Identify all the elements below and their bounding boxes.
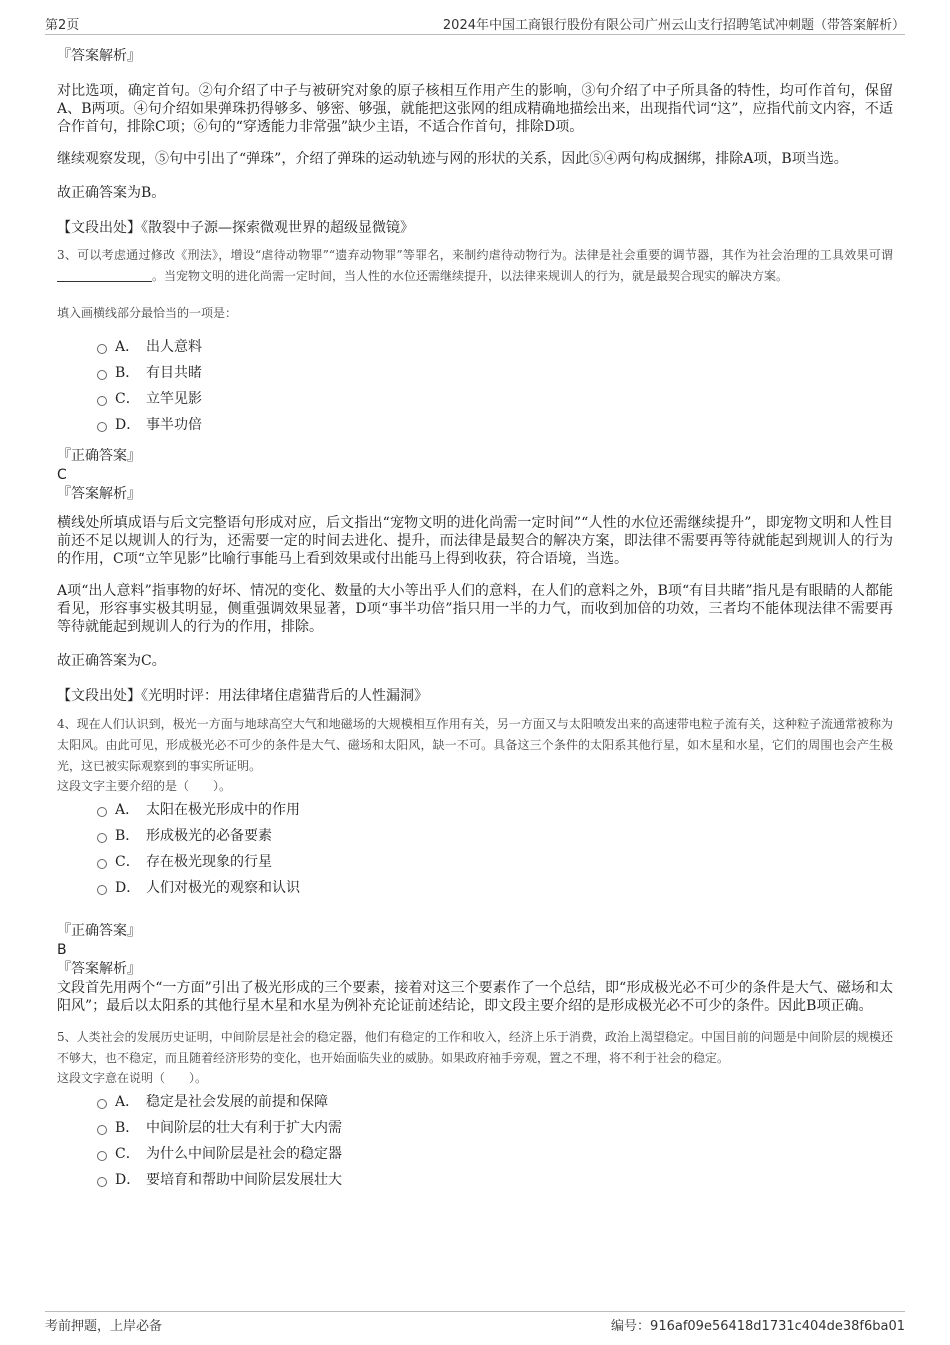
- question-stem: 4、现在人们认识到，极光一方面与地球高空大气和地磁场的大规模相互作用有关，另一方面又与太阳喷发出来的高速带电粒子流有关，这种粒子流通常被称为太阳风。由此可见，形成极光必不可少的条件是大气、磁场和太阳风，缺一不可。具备这三个条件的太阳系其他行星，如木星和水星，它们的周围也会产生极光，这已被实际观察到的事实所证明。: [57, 717, 893, 773]
- analysis-conclusion: 故正确答案为B。: [57, 185, 166, 201]
- text-source: 【文段出处】《光明时评：用法律堵住虐猫背后的人性漏洞》: [57, 688, 428, 704]
- radio-icon[interactable]: [97, 344, 107, 354]
- radio-icon[interactable]: [97, 833, 107, 843]
- radio-icon[interactable]: [97, 885, 107, 895]
- question-stem: 3、可以考虑通过修改《刑法》，增设“虐待动物罪”“遗弃动物罪”等罪名，来制约虐待动物行为。法律是社会重要的调节器，其作为社会治理的工具效果可谓。当宠物文明的进化尚需一定时间，当人性的水位还需继续提升，以法律来规训人的行为，就是最契合现实的解决方案。: [57, 248, 893, 283]
- analysis-paragraph: A项“出人意料”指事物的好坏、情况的变化、数量的大小等出乎人们的意料，在人们的意料之外，B项“有目共睹”指凡是有眼睛的人都能看见，形容事实极其明显，侧重强调效果显著，D项“事半功倍”指只用一半的力气，而收到加倍的功效，三者均不能体现法律不需要再等待就能起到规训人的行为的作用，排除。: [57, 583, 893, 635]
- radio-icon[interactable]: [97, 807, 107, 817]
- fill-blank: [57, 268, 152, 282]
- option-d[interactable]: D． 人们对极光的观察和认识: [57, 875, 893, 901]
- radio-icon[interactable]: [97, 859, 107, 869]
- option-b[interactable]: B． 形成极光的必备要素: [57, 823, 893, 849]
- page-content: [57, 44, 893, 1193]
- correct-answer: B: [57, 942, 67, 958]
- question-5: [57, 1027, 893, 1193]
- analysis-paragraph: 对比选项，确定首句。②句介绍了中子与被研究对象的原子核相互作用产生的影响，③句介绍了中子所具备的特性，均可作首句，保留A、B两项。④句介绍如果弹珠扔得够多、够密、够强，就能把这张网的组成精确地描绘出来，出现指代词“这”，应指代前文内容，不适合作首句，排除C项；⑥句的“穿透能力非常强”缺少主语，不适合作首句，排除D项。: [57, 83, 893, 135]
- document-title: 2024年中国工商银行股份有限公司广州云山支行招聘笔试冲刺题（带答案解析）: [442, 18, 905, 33]
- option-d[interactable]: D． 事半功倍: [57, 412, 893, 438]
- option-a[interactable]: A． 稳定是社会发展的前提和保障: [57, 1089, 893, 1115]
- text-source: 【文段出处】《散裂中子源—探索微观世界的超级显微镜》: [57, 220, 414, 236]
- option-c[interactable]: C． 为什么中间阶层是社会的稳定器: [57, 1141, 893, 1167]
- radio-icon[interactable]: [97, 1125, 107, 1135]
- question-prompt: 填入画横线部分最恰当的一项是：: [57, 306, 238, 320]
- footer-slogan: 考前押题，上岸必备: [45, 1319, 163, 1334]
- option-a[interactable]: A． 出人意料: [57, 334, 893, 360]
- option-c[interactable]: C． 立竿见影: [57, 386, 893, 412]
- radio-icon[interactable]: [97, 1099, 107, 1109]
- analysis-conclusion: 故正确答案为C。: [57, 653, 166, 669]
- analysis-paragraph: 文段首先用两个“一方面”引出了极光形成的三个要素，接着对这三个要素作了一个总结，即“形成极光必不可少的条件是大气、磁场和太阳风”；最后以太阳系的其他行星木星和水星为例补充论证前述结论，即文段主要介绍的是形成极光必不可少的条件。因此B项正确。: [57, 980, 893, 1014]
- question-prompt: 这段文字意在说明（ ）。: [57, 1071, 208, 1085]
- radio-icon[interactable]: [97, 1151, 107, 1161]
- option-list: [57, 1089, 893, 1193]
- option-list: [57, 797, 893, 901]
- answer-label: 『正确答案』: [57, 448, 141, 464]
- analysis-label: 『答案解析』: [57, 48, 141, 64]
- radio-icon[interactable]: [97, 1177, 107, 1187]
- document-id: 编号：916af09e56418d1731c404de38f6ba01: [611, 1319, 905, 1334]
- answer-label: 『正确答案』: [57, 923, 141, 939]
- analysis-label: 『答案解析』: [57, 961, 141, 977]
- question-prompt: 这段文字主要介绍的是（ ）。: [57, 779, 232, 793]
- option-c[interactable]: C． 存在极光现象的行星: [57, 849, 893, 875]
- option-d[interactable]: D． 要培育和帮助中间阶层发展壮大: [57, 1167, 893, 1193]
- radio-icon[interactable]: [97, 422, 107, 432]
- radio-icon[interactable]: [97, 370, 107, 380]
- question-stem: 5、人类社会的发展历史证明，中间阶层是社会的稳定器，他们有稳定的工作和收入，经济上乐于消费，政治上渴望稳定。中国目前的问题是中间阶层的规模还不够大，也不稳定，而且随着经济形势的变化，也开始面临失业的威胁。如果政府袖手旁观，置之不理，将不利于社会的稳定。: [57, 1030, 893, 1065]
- page-number: 第2页: [45, 18, 80, 33]
- radio-icon[interactable]: [97, 396, 107, 406]
- option-b[interactable]: B． 中间阶层的壮大有利于扩大内需: [57, 1115, 893, 1141]
- analysis-paragraph: 横线处所填成语与后文完整语句形成对应，后文指出“宠物文明的进化尚需一定时间”“人性的水位还需继续提升”，即宠物文明和人性目前还不足以规训人的行为，还需要一定的时间去进化、提升，而法律是最契合的解决方案，即法律不需要再等待就能起到规训人的行为的作用，C项“立竿见影”比喻行事能马上看到效果或付出能马上得到收获，符合语境，当选。: [57, 515, 893, 567]
- option-a[interactable]: A． 太阳在极光形成中的作用: [57, 797, 893, 823]
- analysis-label: 『答案解析』: [57, 486, 141, 502]
- question-4: [57, 714, 893, 1015]
- analysis-paragraph: 继续观察发现，⑤句中引出了“弹珠”，介绍了弹珠的运动轨迹与网的形状的关系，因此⑤④两句构成捆绑，排除A项，B项当选。: [57, 151, 848, 167]
- page-header: [45, 12, 905, 35]
- option-list: [57, 334, 893, 438]
- question-3: [57, 245, 893, 706]
- page-footer: [45, 1311, 905, 1334]
- correct-answer: C: [57, 467, 67, 483]
- option-b[interactable]: B． 有目共睹: [57, 360, 893, 386]
